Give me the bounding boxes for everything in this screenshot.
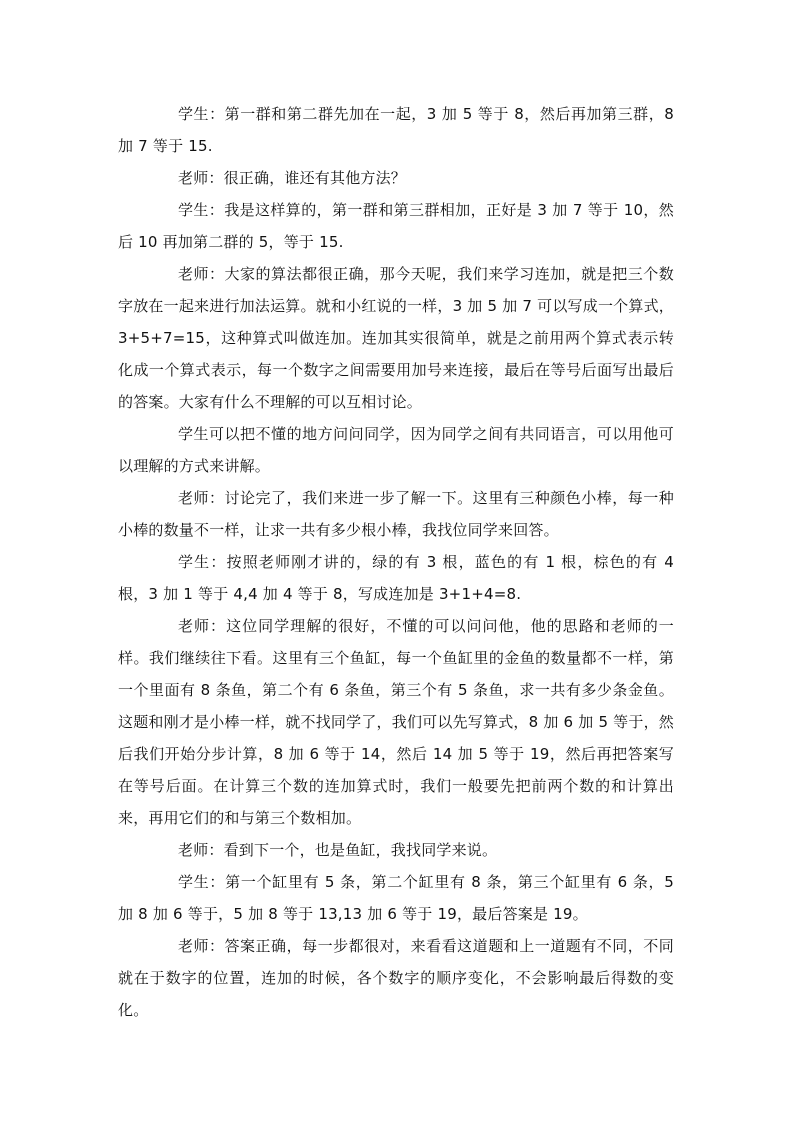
document-page	[118, 98, 674, 1026]
paragraph: 学生：按照老师刚才讲的，绿的有 3 根，蓝色的有 1 根，棕色的有 4 根，3 加 1 等于 4,4 加 4 等于 8，写成连加是 3+1+4=8.	[118, 553, 674, 603]
paragraph: 老师：很正确，谁还有其他方法？	[178, 169, 407, 187]
paragraph: 学生可以把不懂的地方问问同学，因为同学之间有共同语言，可以用他可以理解的方式来讲解。	[118, 425, 674, 475]
paragraph: 老师：看到下一个，也是鱼缸，我找同学来说。	[178, 841, 498, 859]
paragraph: 老师：答案正确，每一步都很对，来看看这道题和上一道题有不同，不同就在于数字的位置，连加的时候，各个数字的顺序变化，不会影响最后得数的变化。	[118, 937, 674, 1019]
paragraph: 学生：第一个缸里有 5 条，第二个缸里有 8 条，第三个缸里有 6 条，5 加 8 加 6 等于，5 加 8 等于 13,13 加 6 等于 19，最后答案是 19。	[118, 873, 674, 923]
paragraph: 老师：大家的算法都很正确，那今天呢，我们来学习连加，就是把三个数字放在一起来进行加法运算。就和小红说的一样，3 加 5 加 7 可以写成一个算式，3+5+7=15，这种算式叫做连加。连加其实很简单，就是之前用两个算式表示转化成一个算式表示，每一个数字之间需要用加号来连接，最后在等号后面写出最后的答案。大家有什么不理解的可以互相讨论。	[118, 265, 674, 411]
paragraph: 老师：讨论完了，我们来进一步了解一下。这里有三种颜色小棒，每一种小棒的数量不一样，让求一共有多少根小棒，我找位同学来回答。	[118, 489, 674, 539]
paragraph: 学生：第一群和第二群先加在一起，3 加 5 等于 8，然后再加第三群，8 加 7 等于 15.	[118, 105, 674, 155]
paragraph: 学生：我是这样算的，第一群和第三群相加，正好是 3 加 7 等于 10，然后 10 再加第二群的 5，等于 15.	[118, 201, 674, 251]
paragraph: 老师：这位同学理解的很好，不懂的可以问问他，他的思路和老师的一样。我们继续往下看。这里有三个鱼缸，每一个鱼缸里的金鱼的数量都不一样，第一个里面有 8 条鱼，第二个有 6 条鱼，第三个有 5 条鱼，求一共有多少条金鱼。这题和刚才是小棒一样，就不找同学了，我们可以先写算式，8 加 6 加 5 等于，然后我们开始分步计算，8 加 6 等于 14，然后 14 加 5 等于 19，然后再把答案写在等号后面。在计算三个数的连加算式时，我们一般要先把前两个数的和计算出来，再用它们的和与第三个数相加。	[118, 617, 674, 827]
